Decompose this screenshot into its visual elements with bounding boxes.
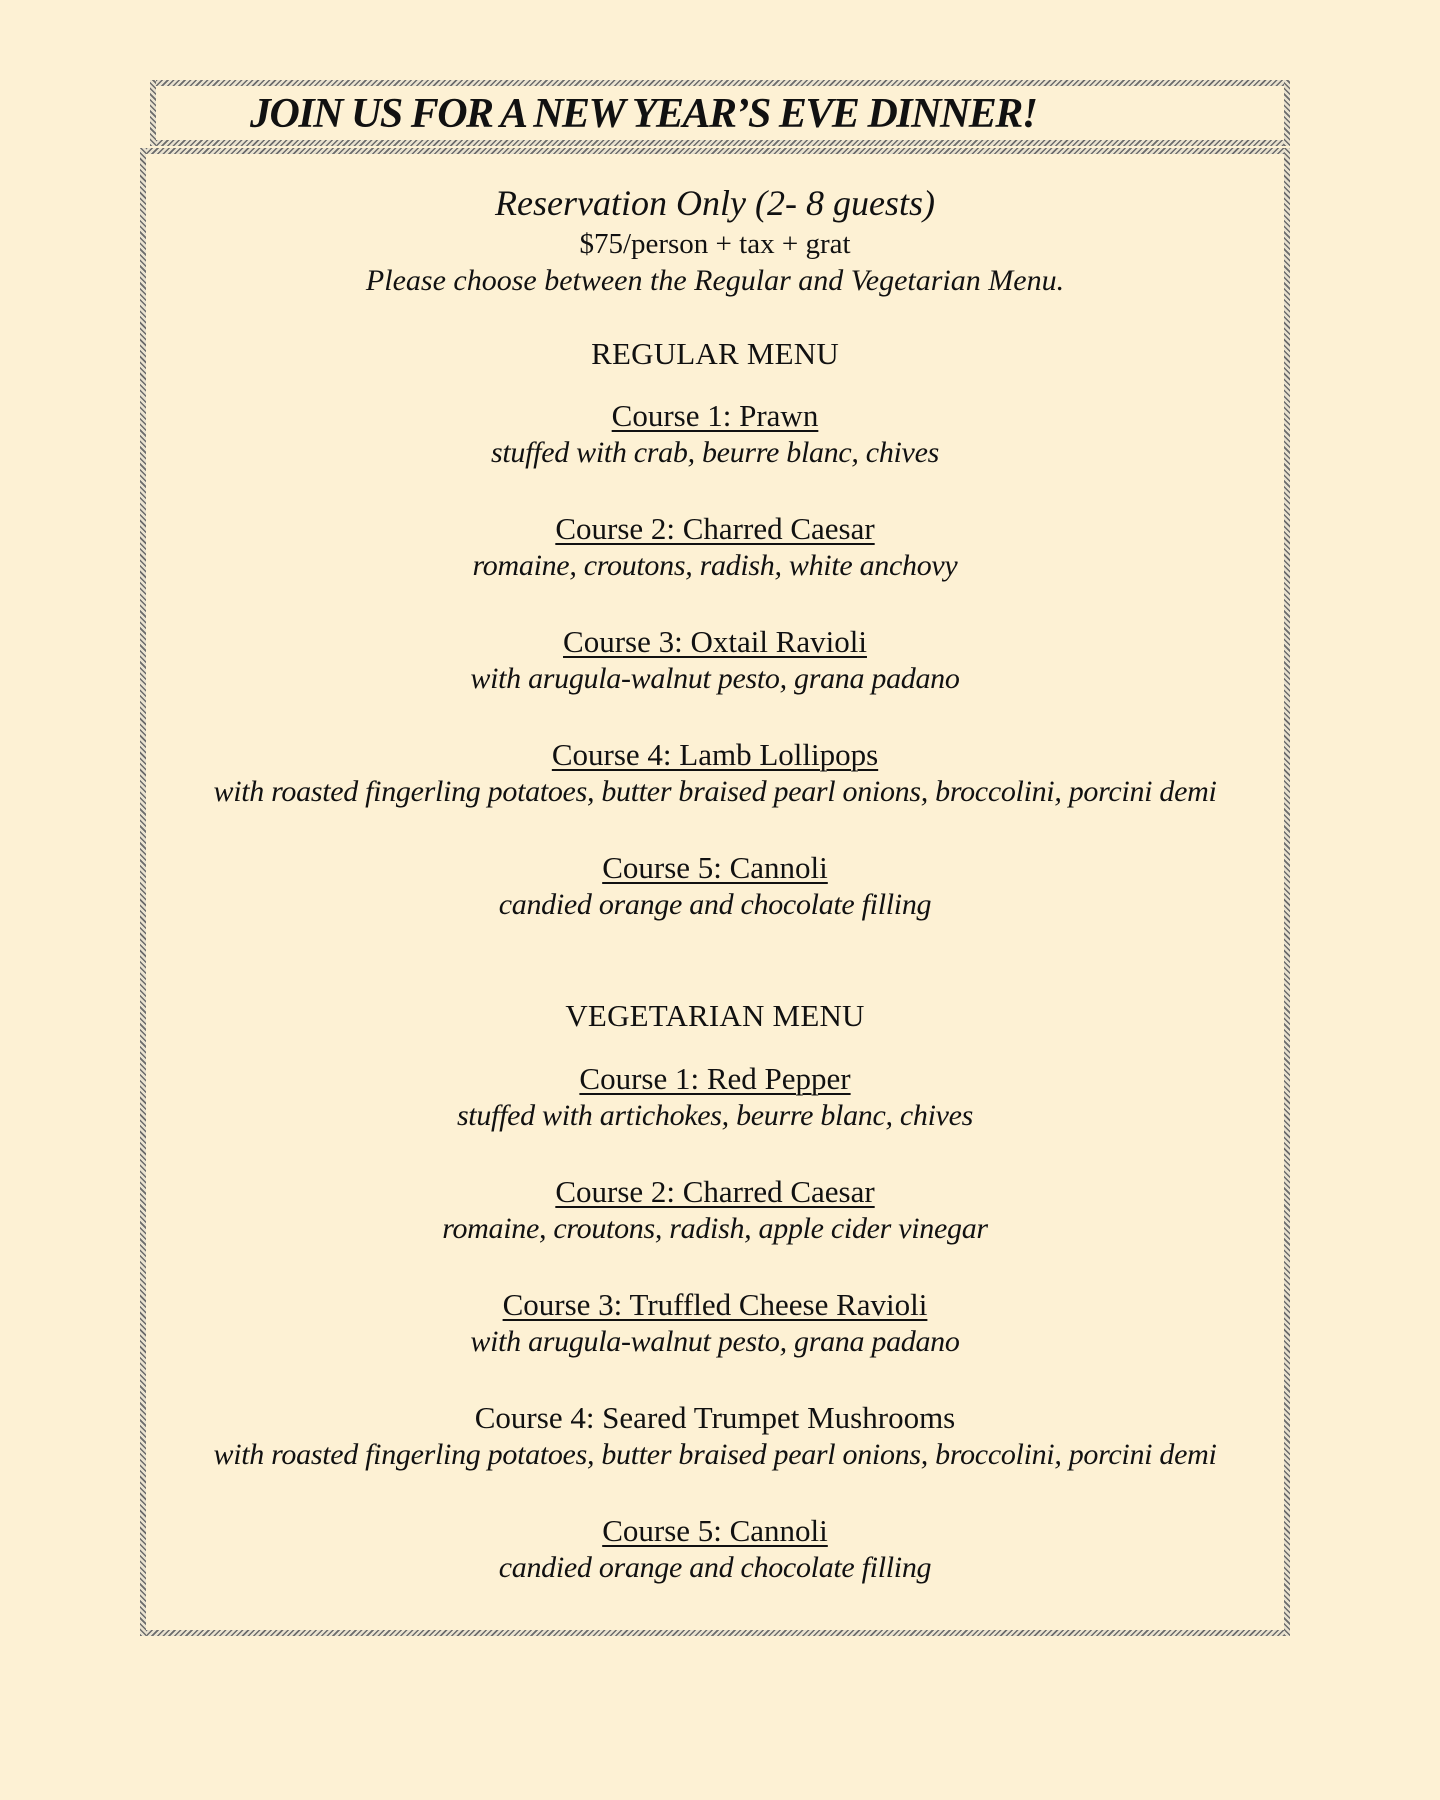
title-banner (150, 80, 1290, 146)
vegetarian-course-3-title: Course 3: Truffled Cheese Ravioli (502, 1287, 928, 1322)
vegetarian-course-5-desc: candied orange and chocolate filling (498, 1551, 932, 1584)
title-border-left (150, 80, 156, 146)
vegetarian-course-1-desc: stuffed with artichokes, beurre blanc, chives (456, 1099, 974, 1132)
vegetarian-course-3-desc: with arugula-walnut pesto, grana padano (470, 1325, 960, 1358)
regular-course-3-title: Course 3: Oxtail Ravioli (563, 624, 867, 659)
title-border-top (150, 80, 1290, 86)
regular-course-1-desc: stuffed with crab, beurre blanc, chives (491, 436, 939, 469)
vegetarian-course-4-desc: with roasted fingerling potatoes, butter braised pearl onions, broccolini, porcini demi (213, 1438, 1217, 1471)
vegetarian-course-4-title: Course 4: Seared Trumpet Mushrooms (474, 1400, 956, 1435)
vegetarian-course-2-title: Course 2: Charred Caesar (555, 1174, 875, 1209)
regular-course-4-title: Course 4: Lamb Lollipops (551, 737, 879, 772)
title-border-bottom (150, 140, 1290, 146)
vegetarian-course-2-desc: romaine, croutons, radish, apple cider vinegar (442, 1212, 988, 1245)
menu-choice-note: Please choose between the Regular and Vegetarian Menu. (365, 264, 1065, 297)
regular-course-1-title: Course 1: Prawn (611, 398, 819, 433)
vegetarian-course-5-title: Course 5: Cannoli (602, 1513, 828, 1548)
menu-border-top (140, 148, 1290, 154)
regular-course-2-title: Course 2: Charred Caesar (555, 511, 875, 546)
regular-course-3-desc: with arugula-walnut pesto, grana padano (470, 662, 960, 695)
reservation-note: Reservation Only (2- 8 guests) (495, 183, 935, 223)
menu-panel (140, 148, 1290, 1636)
regular-course-4-desc: with roasted fingerling potatoes, butter braised pearl onions, broccolini, porcini demi (213, 775, 1217, 808)
regular-course-5-desc: candied orange and chocolate filling (498, 888, 932, 921)
title-border-right (1284, 80, 1290, 146)
vegetarian-menu-heading: VEGETARIAN MENU (565, 998, 865, 1033)
regular-menu-heading: REGULAR MENU (591, 336, 839, 371)
page-title: JOIN US FOR A NEW YEAR’S EVE DINNER! (250, 91, 1037, 137)
vegetarian-course-1-title: Course 1: Red Pepper (579, 1061, 851, 1096)
price-note: $75/person + tax + grat (579, 228, 851, 260)
menu-border-bottom (140, 1630, 1290, 1636)
regular-course-5-title: Course 5: Cannoli (602, 850, 828, 885)
regular-course-2-desc: romaine, croutons, radish, white anchovy (472, 549, 958, 582)
